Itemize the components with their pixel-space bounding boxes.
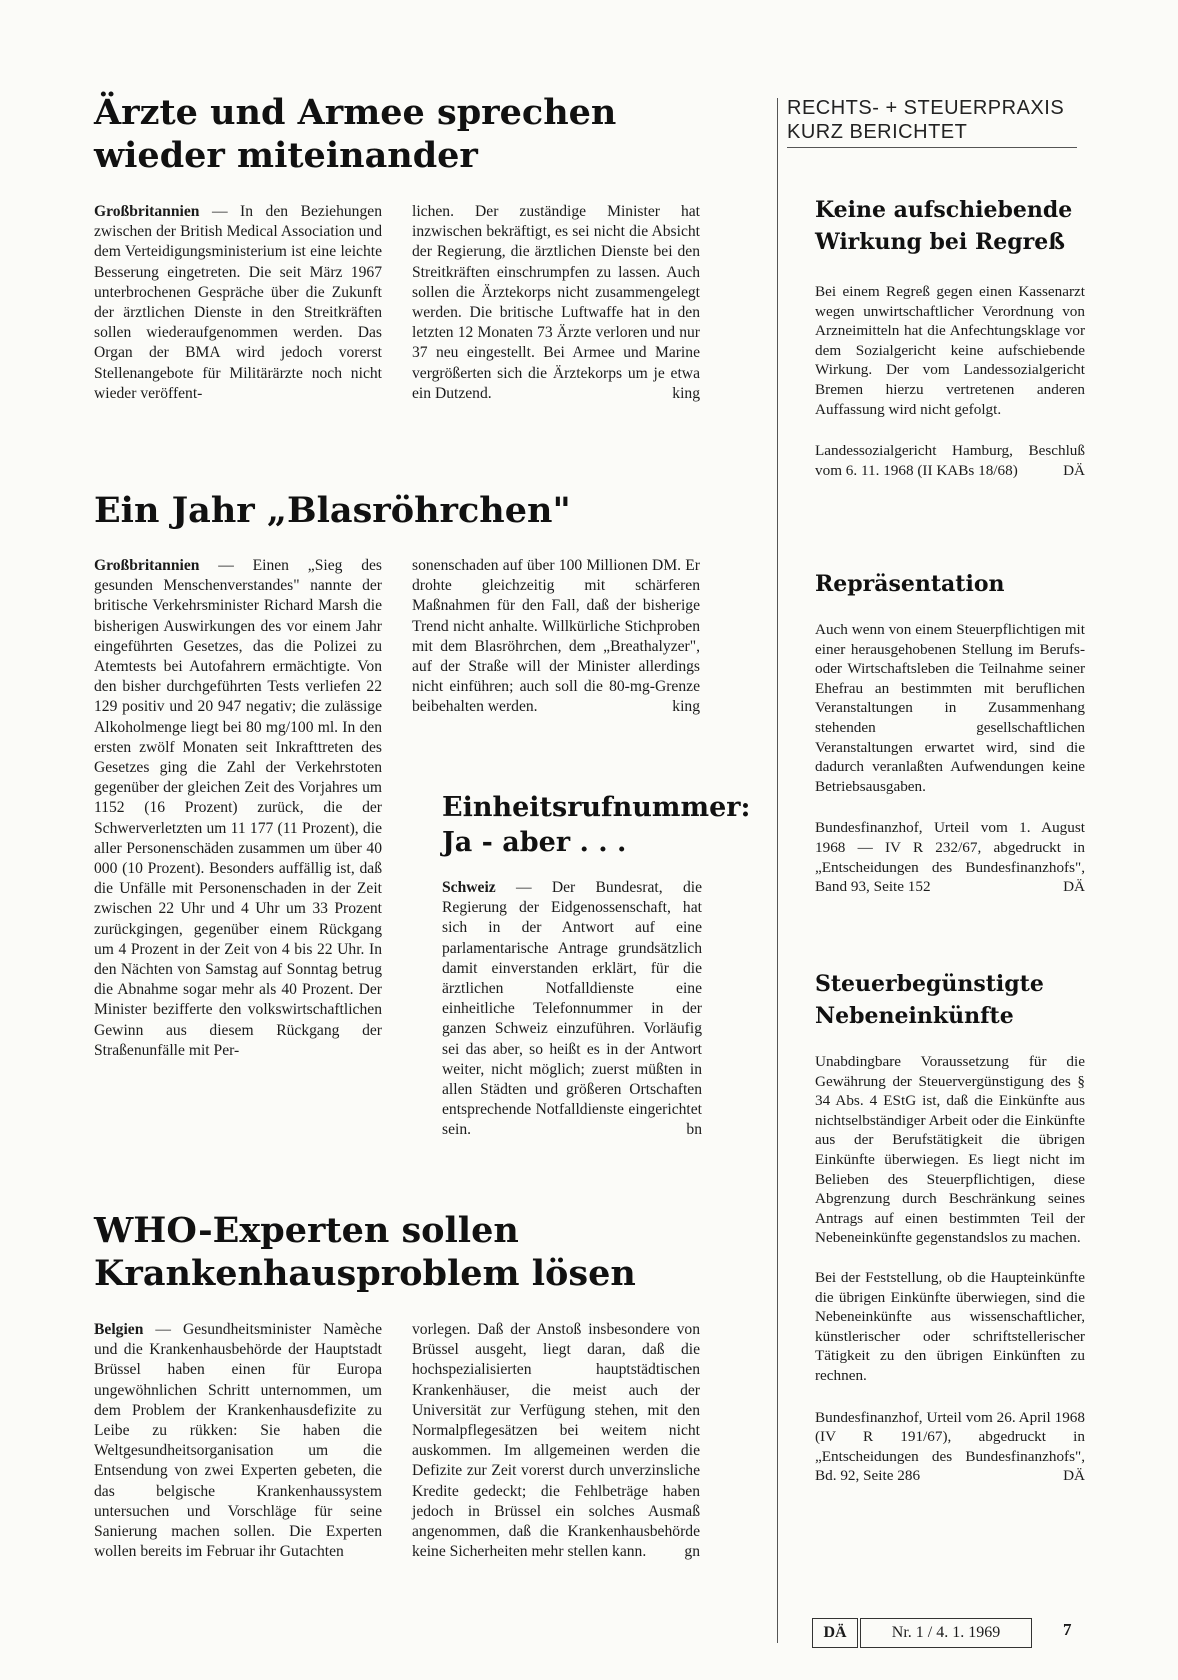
headline-line-2: Ja - aber . . . (442, 827, 627, 859)
body-text: sonenschaden auf über 100 Millionen DM. Er drohte gleichzeitig mit schärferen Maßnahmen für den Fall, daß der bisherige Trend nicht anhalte. Willkürliche Stichproben mit dem Blasröhrchen, dem „Breathalyzer", auf der Straße will der Minister allerdings nicht einführen; auch soll die 80-mg-Grenze beibehalten werden. (412, 557, 700, 716)
journal-abbrev: DÄ (823, 1624, 847, 1641)
brief-title-line-2: Nebeneinkünfte (815, 1003, 1014, 1029)
issue-info: Nr. 1 / 4. 1. 1969 (891, 1624, 1001, 1641)
headline-line-1: WHO-Experten sollen (94, 1210, 519, 1251)
brief-body-2: Bei der Feststellung, ob die Haupteinkünfte die übrigen Einkünfte überwiegen, sind die Nebeneinkünfte aus wissenschaftlicher, künstlerischer oder schriftstellerischer Tätigkeit zu den übrigen Einkünften zu rechnen. (815, 1268, 1085, 1384)
author-signature: DÄ (1063, 878, 1085, 896)
brief-body-1: Unabdingbare Voraussetzung für die Gewährung der Steuervergünstigung des § 34 Abs. 4 EStG ist, daß die Einkünfte aus nichtselbständiger Arbeit oder die Einkünfte aus der Berufstätigkeit die übrigen Einkünfte überwiegen. Es liegt nicht im Belieben des Steuerpflichtigen, diese Abgrenzung durch Beschränkung seines Antrags auf einen bestimmten Teil der Nebeneinkünfte gegenstandslos zu machen. (815, 1053, 1085, 1247)
article2-column-2 (412, 556, 700, 718)
dateline-location: Schweiz (442, 879, 496, 896)
author-signature: bn (686, 1121, 702, 1139)
headline: Ein Jahr „Blasröhrchen" (94, 490, 571, 531)
citation-text: Bundesfinanzhof, Urteil vom 26. April 1968 (IV R 191/67), abgedruckt in „Entscheidungen des Bundesfinanzhofs", Bd. 92, Seite 286 (815, 1408, 1085, 1485)
body-text: — Gesundheitsminister Namèche und die Krankenhausbehörde der Hauptstadt Brüssel haben einen für Europa ungewöhnlichen Schritt unternommen, um dem Problem der Krankenhausdefizite zu Leibe zu rükken: Sie haben die Weltgesundheitsorganisation um die Entsendung von zwei Experten gebeten, die das belgische Krankenhaussystem untersuchen und Vorschläge für seine Sanierung machen sollen. Die Experten wollen bereits im Februar ihr Gutachten (94, 1321, 382, 1561)
page-number: 7 (1063, 1620, 1072, 1639)
body-text: lichen. Der zuständige Minister hat inzwischen bekräftigt, es sei nicht die Absicht der Regierung, die ärztlichen Dienste bei den Streitkräften einschrumpfen zu lassen. Auch sollen die Ärztekorps nicht zusammengelegt werden. Die britische Luftwaffe hat in den letzten 12 Monaten 73 Ärzte verloren und nur 37 neu eingestellt. Bei Armee und Marine vergrößerten sich die Ärztekorps um je etwa ein Dutzend. (412, 203, 700, 402)
brief-body: Auch wenn von einem Steuerpflichtigen mit einer herausgehobenen Stellung im Berufs- oder Wirtschaftsleben die Teilnahme seiner Ehefrau an bestimmten mit beruflichen Veranstaltungen in Zusammenhang stehenden gesellschaftlichen Veranstaltungen erwartet wird, sind die dadurch veranlaßten Aufwendungen keine Betriebsausgaben. (815, 621, 1085, 795)
headline-line-1: Einheitsrufnummer: (442, 792, 751, 823)
article3-body (442, 878, 702, 1141)
column-divider (777, 98, 778, 1643)
brief-text (815, 282, 1085, 480)
right-column (787, 96, 1087, 144)
body-text: vorlegen. Daß der Anstoß insbesondere von Brüssel ausgeht, liegt daran, daß die hochspezialisierten hauptstädtischen Krankenhäuser, die meist auch der Universität zur Verfügung stehen, mit den Normalpflegesätzen bei weitem nicht auskommen. Im allgemeinen werden die Defizite zur Zeit vorerst durch unverzinsliche Kredite gedeckt; die Fehlbeträge haben jedoch in Brüssel ein solches Ausmaß angenommen, daß die Krankenhausbehörde keine Sicherheiten mehr stellen kann. (412, 1321, 700, 1561)
article1-column-1 (94, 202, 382, 404)
headline-line-2: Krankenhausproblem lösen (94, 1252, 636, 1294)
article-blasroehrchen (94, 490, 714, 533)
brief-title (815, 968, 1085, 1032)
body-text: — In den Beziehungen zwischen der British Medical Association und dem Verteidigungsministerium ist eine leichte Besserung eingetreten. Die seit März 1967 unterbrochenen Gespräche über die Zukunft der ärztlichen Dienste in den Streitkräften sollen wiederaufgenommen werden. Das Organ der BMA wird jedoch vorerst Stellenangebote für Militärärzte noch nicht wieder veröffent- (94, 203, 382, 402)
article1-column-2 (412, 202, 700, 404)
article4-column-2 (412, 1320, 700, 1562)
article4-column-1 (94, 1320, 382, 1562)
brief-title-line-2: Wirkung bei Regreß (815, 229, 1065, 255)
headline (442, 790, 751, 860)
citation-text: Landessozialgericht Hamburg, Beschluß vom 6. 11. 1968 (II KABs 18/68) (815, 442, 1085, 479)
brief-title-line-1: Steuerbegünstigte (815, 971, 1044, 997)
brief-body: Bei einem Regreß gegen einen Kassenarzt wegen unwirtschaftlicher Verordnung von Arzneimitteln hat die Anfechtungsklage vor dem Sozialgericht keine aufschiebende Wirkung. Der vom Landessozialgericht Bremen hierzu vertretenen anderen Auffassung wird nicht gefolgt. (815, 283, 1085, 418)
brief-text (815, 1052, 1085, 1486)
court-citation (815, 441, 1085, 480)
body-text: — Einen „Sieg des gesunden Menschenverstandes" nannte der britische Verkehrsminister Richard Marsh die bisherigen Auswirkungen des vor einem Jahr eingeführten Gesetzes, das die Polizei zu Atemtests bei Autofahrern ermächtigte. Von den bisher durchgeführten Tests verliefen 22 129 positiv und 20 947 negativ; die zulässige Alkoholmenge liegt bei 80 mg/100 ml. In den ersten zwölf Monaten seit Inkrafttreten des Gesetzes ging die Zahl der Verkehrstoten gegenüber der gleichen Zeit des Vorjahres um 1152 (16 Prozent) zurück, die der Schwerverletzten um 11 177 (11 Prozent), die aller Personenschäden zusammen um über 40 000 (10 Prozent). Besonders auffällig ist, daß die Unfälle mit Personenschaden in der Zeit zwischen 22 Uhr und 4 Uhr um 33 Prozent zurückgingen, gegenüber einem Rückgang um 4 Prozent in der Zeit von 4 bis 22 Uhr. In den Nächten von Samstag auf Sonntag betrug die Abnahme sogar mehr als 40 Prozent. Der Minister bezifferte den volkswirtschaftlichen Gewinn aus diesem Rückgang der Straßenunfälle mit Per- (94, 557, 382, 1059)
body-text: — Der Bundesrat, die Regierung der Eidgenossenschaft, hat sich in der Antwort auf eine parlamentarische Antrage grundsätzlich damit einverstanden erklärt, für die ärztlichen Notfalldienste eine einheitliche Telefonnummer in der ganzen Schweiz einzuführen. Vorläufig sei das aber, so heißt es in der Antwort weiter, nicht möglich; zuerst müßten in allen Städten und größeren Ortschaften entsprechende Notfalldienste eingerichtet sein. (442, 879, 702, 1139)
author-signature: DÄ (1063, 1467, 1085, 1485)
section-header-rule (787, 147, 1077, 148)
section-header-line-1: RECHTS- + STEUERPRAXIS (787, 97, 1065, 119)
dateline-location: Belgien (94, 1321, 144, 1338)
article-arzte-armee (94, 92, 714, 177)
author-signature: DÄ (1063, 461, 1085, 479)
headline (94, 92, 714, 177)
article2-column-1 (94, 556, 382, 1061)
brief-title-line-1: Keine aufschiebende (815, 197, 1073, 223)
article-who-experten (94, 1210, 734, 1295)
brief-title (815, 194, 1085, 258)
brief-title: Repräsentation (815, 571, 1005, 597)
brief-steuerbeguenstigte-nebeneinkuenfte (815, 968, 1085, 1486)
author-signature: gn (684, 1543, 700, 1561)
headline-line-1: Ärzte und Armee sprechen (94, 92, 617, 133)
section-header (787, 96, 1087, 144)
dateline-location: Großbritannien (94, 203, 200, 220)
brief-repraesentation (815, 568, 1085, 897)
section-header-line-2: KURZ BERICHTET (787, 121, 968, 143)
headline-line-2: wieder miteinander (94, 134, 478, 176)
court-citation (815, 818, 1085, 896)
brief-aufschiebende-wirkung (815, 194, 1085, 480)
citation-text: Bundesfinanzhof, Urteil vom 1. August 1968 — IV R 232/67, abgedruckt in „Entscheidungen des Bundesfinanzhofs", Band 93, Seite 152 (815, 819, 1085, 896)
footer-journal-box (812, 1618, 858, 1648)
dateline-location: Großbritannien (94, 557, 200, 574)
author-signature: king (672, 384, 700, 402)
author-signature: king (672, 698, 700, 716)
court-citation (815, 1408, 1085, 1486)
headline (94, 1210, 734, 1295)
brief-text (815, 620, 1085, 897)
footer-issue-box (860, 1618, 1032, 1648)
article-einheitsrufnummer (442, 790, 751, 860)
